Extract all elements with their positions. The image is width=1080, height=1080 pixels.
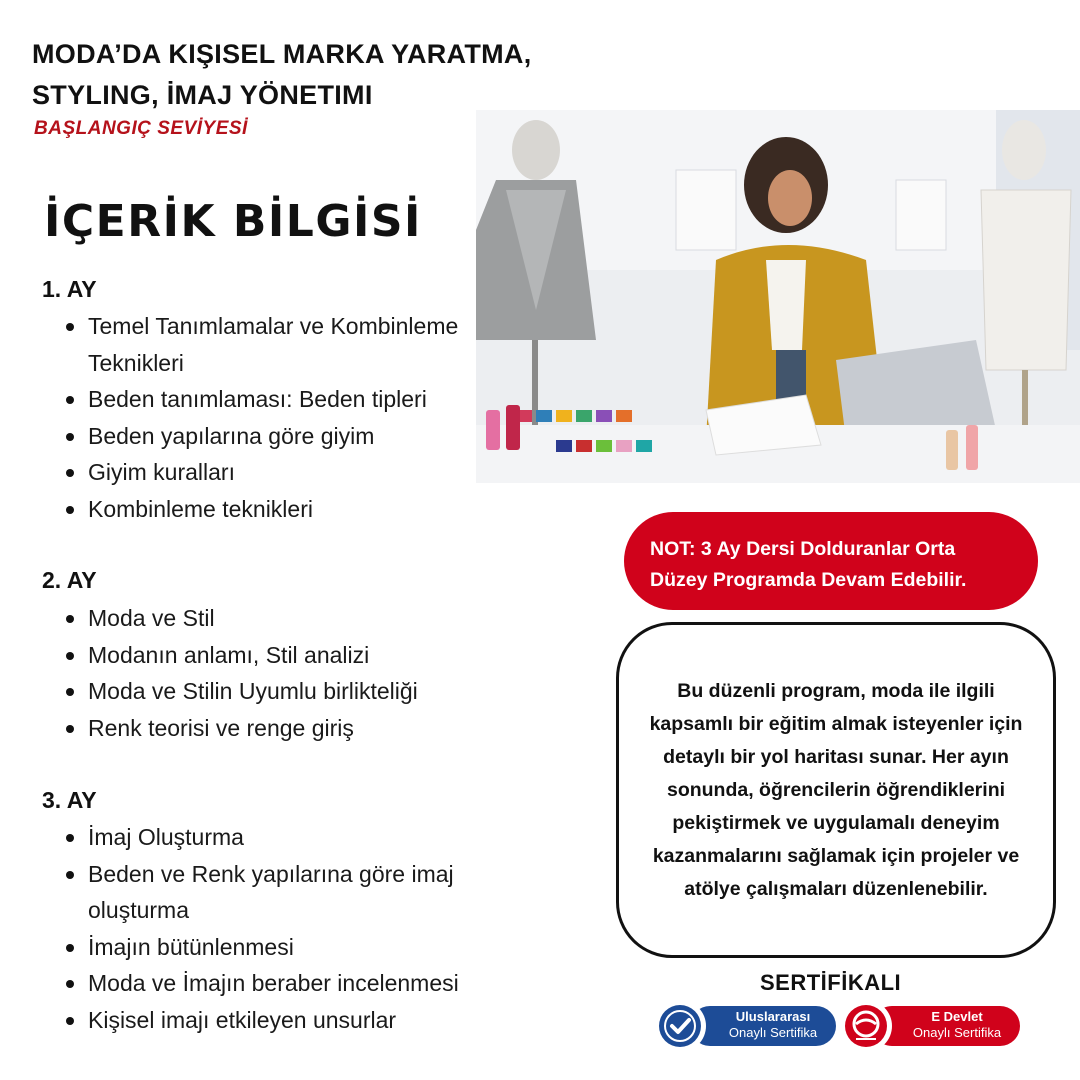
title-line-2: STYLING, İMAJ YÖNETIMI [32,80,373,110]
month-2-label: 2. AY [42,567,97,593]
list-item: İmajın bütünlenmesi [64,929,534,966]
list-item: Giyim kuralları [64,454,534,491]
list-item: Temel Tanımlamalar ve Kombinleme Teknikleri [64,308,534,381]
list-item: Kişisel imajı etkileyen unsurlar [64,1002,534,1039]
page-title [32,34,652,116]
fashion-designer-photo [476,110,1080,483]
badge-title: Uluslararası [735,1009,811,1024]
list-item: Moda ve Stil [64,600,534,637]
list-item: Moda ve İmajın beraber incelenmesi [64,965,534,1002]
level-label: BAŞLANGIÇ SEVİYESİ [34,118,248,139]
badge-title: E Devlet [931,1009,983,1024]
info-box [616,622,1056,958]
list-item: Beden tanımlaması: Beden tipleri [64,381,534,418]
photo-illustration [476,110,1080,483]
info-text: Bu düzenli program, moda ile ilgili kapsamlı bir eğitim almak isteyenler için detaylı bir yol haritası sunar. Her ayın sonunda, öğrencilerin öğrendiklerini pekiştirmek ve uygulamalı deneyim kazanmalarını sağlamak için projeler ve atölye çalışmaları düzenlenebilir. [649,679,1023,900]
month-1-list [64,308,534,527]
list-item: Moda ve Stilin Uyumlu birlikteliği [64,673,534,710]
list-item: Beden yapılarına göre giyim [64,418,534,455]
list-item: Kombinleme teknikleri [64,491,534,528]
month-1-label: 1. AY [42,276,97,302]
edevlet-certificate-badge [872,1006,1020,1046]
month-3-label: 3. AY [42,787,97,813]
list-item: İmaj Oluşturma [64,819,534,856]
title-line-1: MODA’DA KIŞISEL MARKA YARATMA, [32,39,532,69]
list-item: Beden ve Renk yapılarına göre imaj oluşturma [64,856,534,929]
month-3-list [64,819,534,1038]
certificate-label: SERTİFİKALI [760,970,902,995]
content-heading: İÇERİK BİLGİSİ [44,196,422,247]
edevlet-logo-icon [840,1000,892,1052]
month-2-list [64,600,534,746]
list-item: Renk teorisi ve renge giriş [64,710,534,747]
note-banner: NOT: 3 Ay Dersi Dolduranlar Orta Düzey Programda Devam Edebilir. [624,512,1038,610]
international-certificate-badge [690,1006,836,1046]
check-badge-icon [654,1000,706,1052]
badge-subtitle: Onaylı Sertifika [728,1025,818,1040]
list-item: Modanın anlamı, Stil analizi [64,637,534,674]
badge-subtitle: Onaylı Sertifika [912,1025,1002,1040]
